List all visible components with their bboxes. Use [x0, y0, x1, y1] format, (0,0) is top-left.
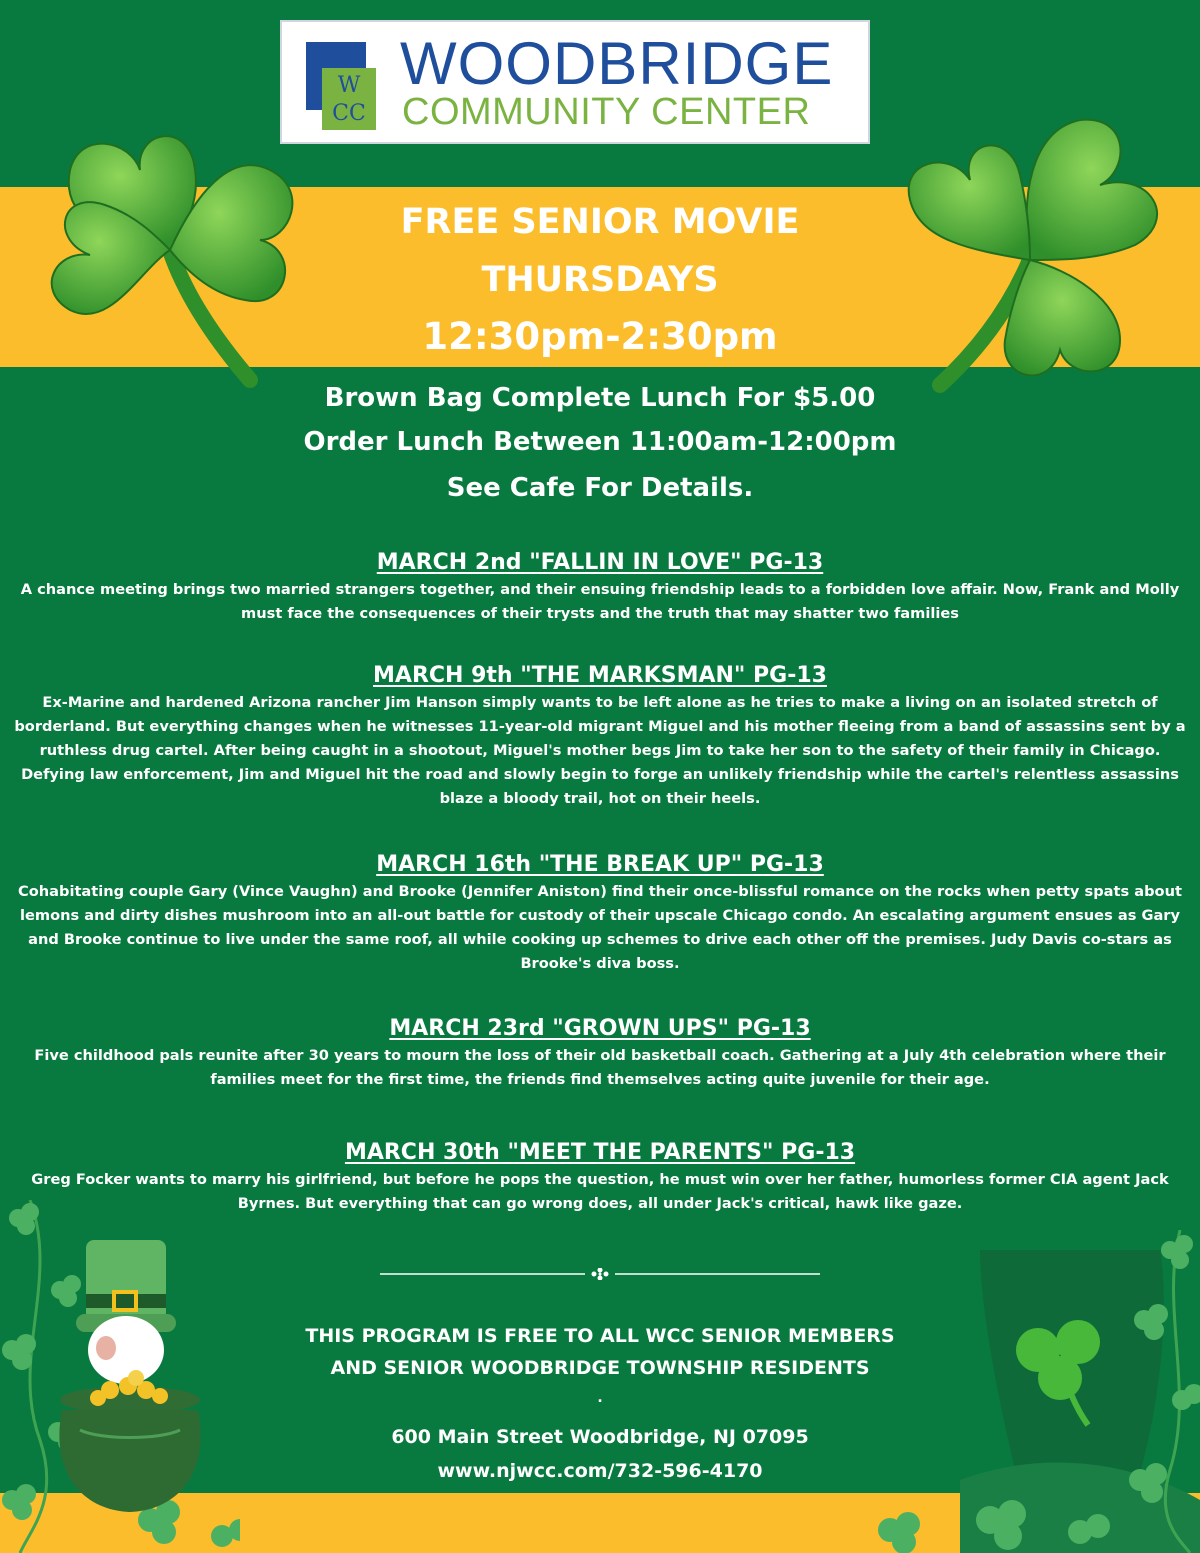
movie-description: Five childhood pals reunite after 30 years to mourn the loss of their old basketball coach. Gathering at a July 4th celebration where their families meet for the first time, the friends find themselves acting quite juvenile for their age.: [34, 1047, 1166, 1088]
movie-description: Cohabitating couple Gary (Vince Vaughn) and Brooke (Jennifer Aniston) find their once-blissful romance on the rocks when petty spats about lemons and dirty dishes mushroom into an all-out battle for custody of their upscale Chicago condo. An escalating argument ensues as Gary and Brooke continue to live under the same roof, all while cooking up schemes to drive each other off the premises. Judy Davis co-stars as Brooke's diva boss.: [18, 883, 1182, 972]
header-time: 12:30pm-2:30pm: [422, 315, 778, 358]
movie-title: MARCH 16th "THE BREAK UP" PG-13: [376, 852, 824, 877]
footer-eligibility-line2: AND SENIOR WOODBRIDGE TOWNSHIP RESIDENTS: [330, 1357, 870, 1379]
movie-title: MARCH 9th "THE MARKSMAN" PG-13: [373, 663, 827, 688]
clover-vines: [870, 1480, 1110, 1553]
shamrock-icon: [20, 100, 320, 400]
header-title-line1: FREE SENIOR MOVIE: [400, 202, 800, 242]
logo-monogram-bottom: CC: [332, 101, 366, 126]
logo-monogram: [322, 68, 376, 130]
movie-entry: [0, 548, 1200, 626]
logo-name-line2: COMMUNITY CENTER: [402, 91, 811, 133]
footer-website-phone: www.njwcc.com/732-596-4170: [437, 1460, 763, 1482]
lunch-line3: See Cafe For Details.: [446, 473, 754, 503]
movie-description: Greg Focker wants to marry his girlfriend, but before he pops the question, he must win over her father, humorless former CIA agent Jack Byrnes. But everything that can go wrong does, all under Jack's critical, hawk like gaze.: [31, 1171, 1169, 1212]
movie-title: MARCH 30th "MEET THE PARENTS" PG-13: [344, 1140, 856, 1165]
movie-description: A chance meeting brings two married strangers together, and their ensuing friendship leads to a forbidden love affair. Now, Frank and Molly must face the consequences of their trysts and the truth that may shatter two families: [20, 581, 1180, 622]
leprechaun-gnome: [40, 1240, 240, 1530]
movie-entry: [0, 1014, 1200, 1092]
movie-description: Ex-Marine and hardened Arizona rancher Jim Hanson simply wants to be left alone as he tries to make a living on an isolated stretch of borderland. But everything changes when he witnesses 11-year-old migrant Miguel and his mother fleeing from a band of assassins sent by a ruthless drug cartel. After being caught in a shootout, Miguel's mother begs Jim to take her son to the safety of their family in Chicago. Defying law enforcement, Jim and Miguel hit the road and slowly begin to forge an unlikely friendship while the cartel's relentless assassins blaze a bloody trail, hot on their heels.: [14, 694, 1186, 807]
wcc-logo: [280, 20, 870, 144]
clover-vines: [1100, 1230, 1200, 1553]
header-title-line2: THURSDAYS: [481, 260, 719, 300]
lunch-line1: Brown Bag Complete Lunch For $5.00: [324, 383, 876, 413]
footer-eligibility-line1: THIS PROGRAM IS FREE TO ALL WCC SENIOR MEMBERS: [305, 1325, 895, 1347]
movie-entry: [0, 661, 1200, 811]
footer-address: 600 Main Street Woodbridge, NJ 07095: [391, 1426, 809, 1448]
lunch-line2: Order Lunch Between 11:00am-12:00pm: [303, 427, 897, 457]
logo-monogram-top: W: [337, 73, 361, 98]
movie-title: MARCH 2nd "FALLIN IN LOVE" PG-13: [376, 550, 824, 575]
footer-separator: .: [597, 1390, 603, 1406]
ornamental-divider: [380, 1268, 820, 1280]
movie-entry: [0, 850, 1200, 976]
logo-name-line1: WOODBRIDGE: [400, 30, 834, 97]
movie-title: MARCH 23rd "GROWN UPS" PG-13: [389, 1016, 811, 1041]
shamrock-icon: [880, 100, 1200, 400]
